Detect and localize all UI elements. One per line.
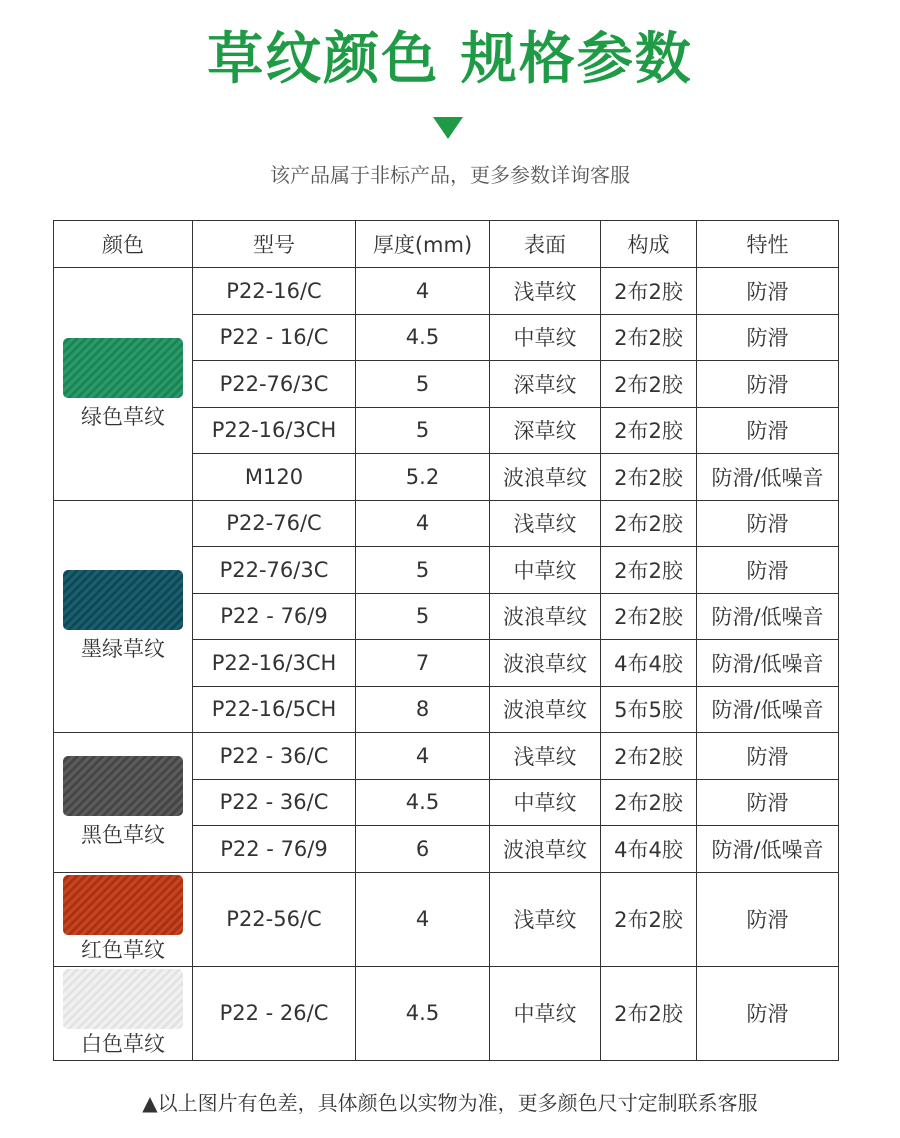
table-row: [54, 872, 839, 966]
thickness-cell: 4: [356, 268, 490, 315]
thickness-cell: 5: [356, 407, 490, 454]
feature-cell: 防滑: [697, 314, 839, 361]
swatch-image: [63, 338, 183, 398]
swatch-image: [63, 756, 183, 816]
color-group-black: [54, 733, 193, 873]
composition-cell: 2布2胶: [601, 547, 697, 594]
model-cell: M120: [193, 454, 356, 501]
composition-cell: 2布2胶: [601, 966, 697, 1060]
surface-cell: 波浪草纹: [490, 593, 601, 640]
surface-cell: 中草纹: [490, 966, 601, 1060]
model-cell: P22-16/5CH: [193, 686, 356, 733]
table-header-row: [54, 221, 839, 268]
thickness-cell: 4.5: [356, 779, 490, 826]
spec-table: [53, 220, 839, 1061]
composition-cell: 2布2胶: [601, 268, 697, 315]
thickness-cell: 4.5: [356, 966, 490, 1060]
column-header-model: 型号: [193, 221, 356, 268]
thickness-cell: 5: [356, 593, 490, 640]
footer-note: ▲以上图片有色差，具体颜色以实物为准，更多颜色尺寸定制联系客服: [142, 1091, 758, 1115]
page-title: 草纹颜色 规格参数: [207, 27, 693, 92]
column-header-feature: 特性: [697, 221, 839, 268]
surface-cell: 浅草纹: [490, 268, 601, 315]
feature-cell: 防滑: [697, 500, 839, 547]
model-cell: P22 - 36/C: [193, 779, 356, 826]
color-name: 黑色草纹: [81, 823, 165, 848]
model-cell: P22-16/3CH: [193, 640, 356, 687]
model-cell: P22 - 26/C: [193, 966, 356, 1060]
composition-cell: 2布2胶: [601, 361, 697, 408]
down-arrow-icon: [433, 117, 463, 139]
color-group-green: [54, 268, 193, 501]
thickness-cell: 7: [356, 640, 490, 687]
swatch-image: [63, 969, 183, 1029]
model-cell: P22-76/3C: [193, 547, 356, 594]
column-header-surface: 表面: [490, 221, 601, 268]
feature-cell: 防滑/低噪音: [697, 686, 839, 733]
surface-cell: 浅草纹: [490, 733, 601, 780]
surface-cell: 波浪草纹: [490, 454, 601, 501]
surface-cell: 中草纹: [490, 547, 601, 594]
table-row: [54, 966, 839, 1060]
thickness-cell: 4: [356, 500, 490, 547]
composition-cell: 2布2胶: [601, 314, 697, 361]
color-group-red: [54, 872, 193, 966]
surface-cell: 波浪草纹: [490, 826, 601, 873]
swatch-image: [63, 570, 183, 630]
table-row: [54, 268, 839, 315]
composition-cell: 4布4胶: [601, 826, 697, 873]
surface-cell: 浅草纹: [490, 500, 601, 547]
surface-cell: 深草纹: [490, 407, 601, 454]
model-cell: P22 - 76/9: [193, 593, 356, 640]
color-name: 绿色草纹: [81, 404, 165, 429]
feature-cell: 防滑: [697, 547, 839, 594]
column-header-composition: 构成: [601, 221, 697, 268]
column-header-thickness: 厚度(mm): [356, 221, 490, 268]
thickness-cell: 6: [356, 826, 490, 873]
model-cell: P22-76/C: [193, 500, 356, 547]
model-cell: P22 - 76/9: [193, 826, 356, 873]
thickness-cell: 8: [356, 686, 490, 733]
model-cell: P22 - 16/C: [193, 314, 356, 361]
feature-cell: 防滑/低噪音: [697, 454, 839, 501]
page-subtitle: 该产品属于非标产品，更多参数详询客服: [270, 163, 630, 187]
surface-cell: 浅草纹: [490, 872, 601, 966]
table-row: [54, 500, 839, 547]
model-cell: P22-76/3C: [193, 361, 356, 408]
thickness-cell: 4: [356, 872, 490, 966]
color-name: 墨绿草纹: [81, 637, 165, 662]
swatch-image: [63, 875, 183, 935]
surface-cell: 波浪草纹: [490, 686, 601, 733]
table-row: [54, 733, 839, 780]
model-cell: P22-16/C: [193, 268, 356, 315]
color-group-white: [54, 966, 193, 1060]
color-name: 白色草纹: [81, 1032, 165, 1056]
column-header-color: 颜色: [54, 221, 193, 268]
feature-cell: 防滑: [697, 268, 839, 315]
feature-cell: 防滑: [697, 966, 839, 1060]
feature-cell: 防滑/低噪音: [697, 640, 839, 687]
feature-cell: 防滑/低噪音: [697, 826, 839, 873]
surface-cell: 深草纹: [490, 361, 601, 408]
composition-cell: 2布2胶: [601, 779, 697, 826]
composition-cell: 2布2胶: [601, 407, 697, 454]
color-name: 红色草纹: [81, 938, 165, 962]
thickness-cell: 4.5: [356, 314, 490, 361]
surface-cell: 波浪草纹: [490, 640, 601, 687]
composition-cell: 4布4胶: [601, 640, 697, 687]
thickness-cell: 5.2: [356, 454, 490, 501]
thickness-cell: 5: [356, 361, 490, 408]
feature-cell: 防滑: [697, 779, 839, 826]
feature-cell: 防滑: [697, 361, 839, 408]
thickness-cell: 4: [356, 733, 490, 780]
feature-cell: 防滑: [697, 872, 839, 966]
composition-cell: 5布5胶: [601, 686, 697, 733]
color-group-dark-green: [54, 500, 193, 733]
feature-cell: 防滑/低噪音: [697, 593, 839, 640]
model-cell: P22-16/3CH: [193, 407, 356, 454]
model-cell: P22-56/C: [193, 872, 356, 966]
surface-cell: 中草纹: [490, 779, 601, 826]
composition-cell: 2布2胶: [601, 500, 697, 547]
composition-cell: 2布2胶: [601, 593, 697, 640]
surface-cell: 中草纹: [490, 314, 601, 361]
composition-cell: 2布2胶: [601, 733, 697, 780]
feature-cell: 防滑: [697, 733, 839, 780]
composition-cell: 2布2胶: [601, 872, 697, 966]
thickness-cell: 5: [356, 547, 490, 594]
model-cell: P22 - 36/C: [193, 733, 356, 780]
feature-cell: 防滑: [697, 407, 839, 454]
composition-cell: 2布2胶: [601, 454, 697, 501]
